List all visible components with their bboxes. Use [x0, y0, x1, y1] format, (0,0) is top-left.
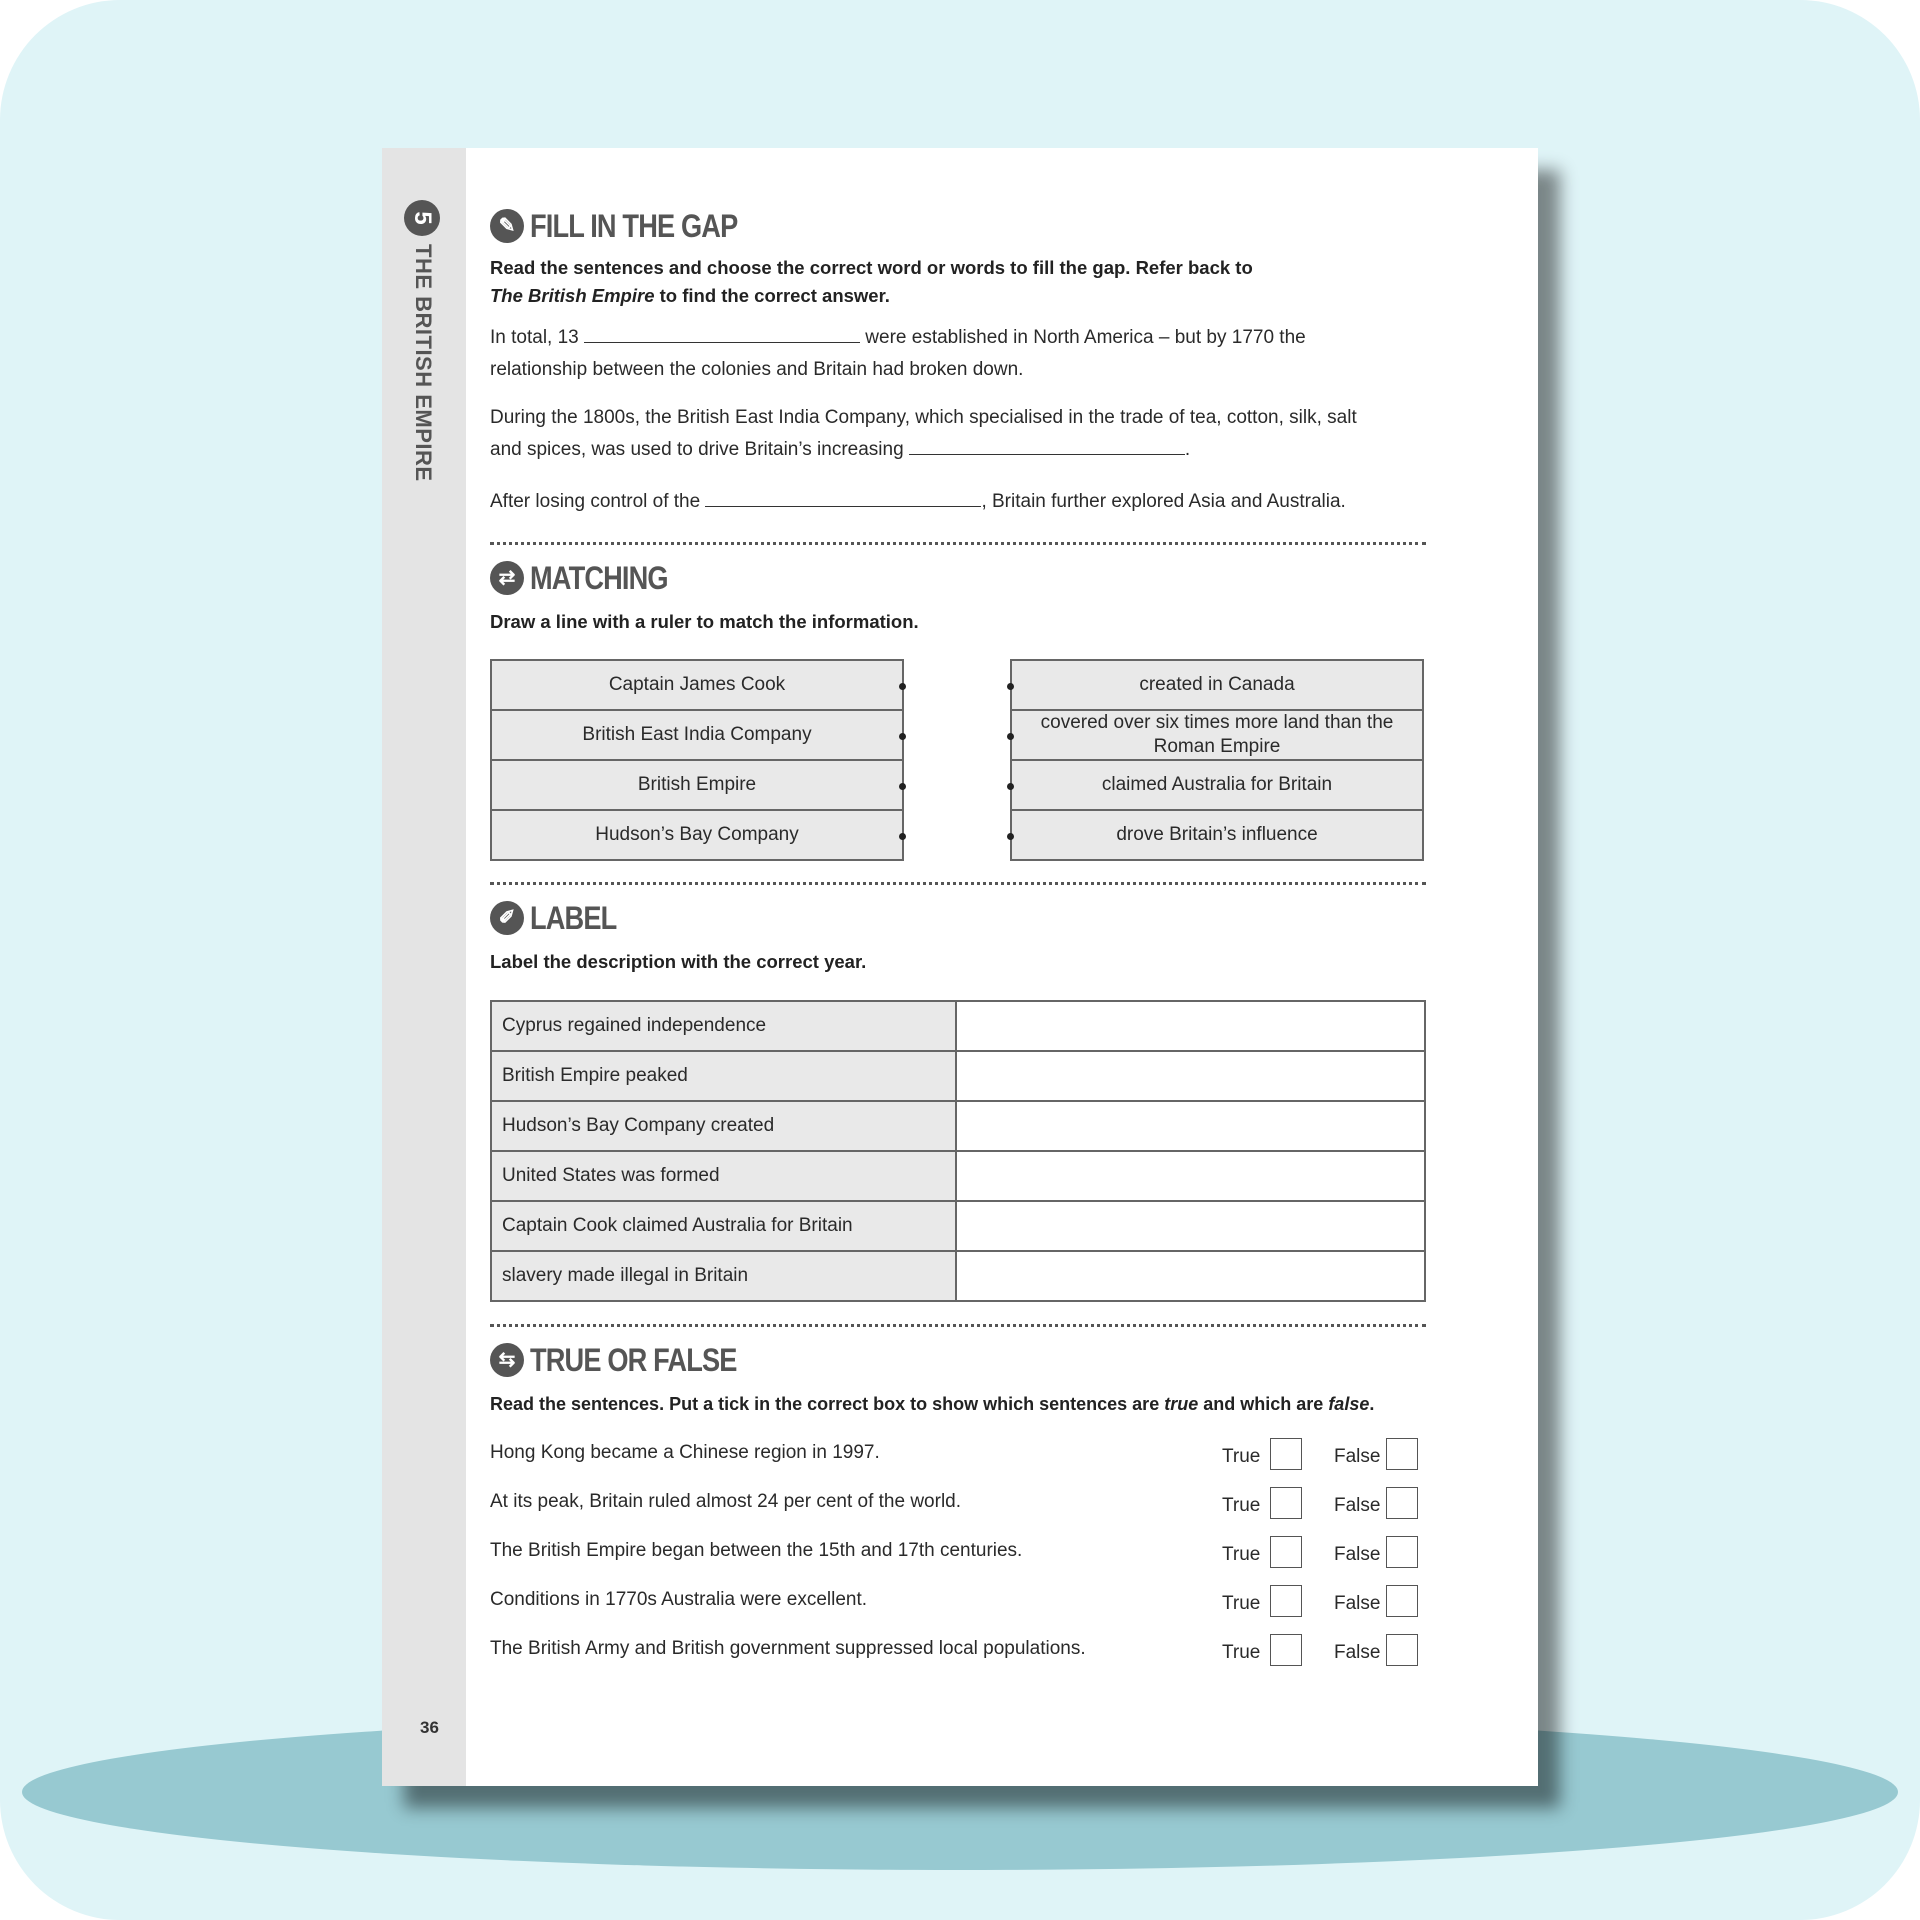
- true-checkbox[interactable]: [1270, 1487, 1302, 1519]
- true-false-row: [490, 1634, 1430, 1670]
- match-anchor-dot[interactable]: [1007, 833, 1014, 840]
- chapter-title: THE BRITISH EMPIRE: [411, 244, 436, 482]
- true-label: True: [1222, 1544, 1261, 1565]
- table-row: [492, 1252, 1424, 1300]
- true-false-row: [490, 1536, 1430, 1572]
- instruction-book-title: The British Empire: [490, 285, 655, 306]
- fill-gap-section: [490, 204, 1430, 518]
- match-anchor-dot[interactable]: [899, 833, 906, 840]
- true-label: True: [1222, 1495, 1261, 1516]
- false-checkbox[interactable]: [1386, 1536, 1418, 1568]
- matching-left-item: Hudson’s Bay Company: [595, 824, 799, 845]
- label-description: British Empire peaked: [492, 1052, 957, 1100]
- matching-section: [490, 556, 1430, 636]
- instruction-text: to find the correct answer.: [659, 285, 890, 306]
- matching-header: [490, 556, 1430, 600]
- matching-left-item: Captain James Cook: [492, 661, 902, 711]
- gap-sentence-2: [490, 402, 1430, 466]
- sentence-text: , Britain further explored Asia and Australia.: [981, 491, 1346, 512]
- false-label: False: [1334, 1544, 1381, 1565]
- true-checkbox[interactable]: [1270, 1585, 1302, 1617]
- pen-icon: ✐: [490, 901, 524, 935]
- section-title: TRUE OR FALSE: [530, 1341, 737, 1378]
- false-checkbox[interactable]: [1386, 1585, 1418, 1617]
- year-answer-cell[interactable]: [957, 1252, 1424, 1300]
- matching-instruction: Draw a line with a ruler to match the information.: [490, 611, 919, 632]
- label-header: [490, 896, 1430, 940]
- sentence-text: relationship between the colonies and Britain had broken down.: [490, 359, 1024, 380]
- instruction-text: and which are: [1203, 1394, 1324, 1414]
- gap-blank-1[interactable]: [584, 322, 860, 343]
- match-anchor-dot[interactable]: [1007, 783, 1014, 790]
- false-checkbox[interactable]: [1386, 1487, 1418, 1519]
- match-anchor-dot[interactable]: [1007, 683, 1014, 690]
- matching-right-item: claimed Australia for Britain: [1012, 761, 1422, 811]
- true-label: True: [1222, 1642, 1261, 1663]
- table-row: [492, 1052, 1424, 1102]
- match-anchor-dot[interactable]: [899, 683, 906, 690]
- label-description: slavery made illegal in Britain: [492, 1252, 957, 1300]
- matching-left-column: [490, 659, 904, 861]
- true-checkbox[interactable]: [1270, 1536, 1302, 1568]
- true-false-row: [490, 1487, 1430, 1523]
- pencil-icon: ✎: [490, 209, 524, 243]
- false-label: False: [1334, 1495, 1381, 1516]
- statement-text: The British Army and British government suppressed local populations.: [490, 1638, 1086, 1659]
- sentence-text: After losing control of the: [490, 491, 701, 512]
- instruction-text: Read the sentences and choose the correct word or words to fill the gap. Refer back to: [490, 257, 1253, 278]
- table-row: [492, 1002, 1424, 1052]
- gap-blank-3[interactable]: [705, 486, 981, 507]
- chapter-number-badge: 5: [404, 200, 440, 236]
- label-description: Hudson’s Bay Company created: [492, 1102, 957, 1150]
- matching-right-item: covered over six times more land than the Roman Empire: [1012, 711, 1422, 761]
- year-answer-cell[interactable]: [957, 1052, 1424, 1100]
- instruction-true: true: [1164, 1394, 1199, 1414]
- gap-blank-2[interactable]: [909, 434, 1185, 455]
- arrows-icon: ⇆: [490, 1343, 524, 1377]
- table-row: [492, 1202, 1424, 1252]
- gap-sentence-3: [490, 486, 1430, 518]
- page-number: 36: [420, 1718, 439, 1737]
- instruction-text: .: [1369, 1394, 1375, 1414]
- section-divider: [490, 542, 1426, 545]
- matching-right-item: created in Canada: [1012, 661, 1422, 711]
- year-answer-cell[interactable]: [957, 1002, 1424, 1050]
- matching-right-column: [1010, 659, 1424, 861]
- instruction-false: false: [1328, 1394, 1370, 1414]
- section-divider: [490, 1324, 1426, 1327]
- year-answer-cell[interactable]: [957, 1202, 1424, 1250]
- label-description: Cyprus regained independence: [492, 1002, 957, 1050]
- statement-text: Hong Kong became a Chinese region in 1997.: [490, 1442, 880, 1463]
- matching-left-item: British East India Company: [492, 711, 902, 761]
- year-answer-cell[interactable]: [957, 1102, 1424, 1150]
- sentence-text: were established in North America – but by 1770 the: [865, 327, 1306, 348]
- instruction-text: Read the sentences. Put a tick in the correct box to show which sentences are: [490, 1394, 1160, 1414]
- false-label: False: [1334, 1593, 1381, 1614]
- true-false-instruction: [490, 1390, 1430, 1418]
- table-row: [492, 1152, 1424, 1202]
- gap-sentence-1: [490, 322, 1430, 386]
- false-checkbox[interactable]: [1386, 1634, 1418, 1666]
- true-false-section: [490, 1338, 1430, 1418]
- label-instruction: Label the description with the correct year.: [490, 951, 867, 972]
- statement-text: At its peak, Britain ruled almost 24 per cent of the world.: [490, 1491, 962, 1512]
- fill-gap-instruction: [490, 254, 1430, 310]
- matching-left-item: British Empire: [492, 761, 902, 811]
- section-title: FILL IN THE GAP: [530, 207, 738, 244]
- statement-text: The British Empire began between the 15th and 17th centuries.: [490, 1540, 1023, 1561]
- label-table: [490, 1000, 1426, 1302]
- sentence-text: In total, 13: [490, 327, 579, 348]
- false-label: False: [1334, 1446, 1381, 1467]
- chapter-spine: [382, 148, 466, 1786]
- true-false-header: [490, 1338, 1430, 1382]
- true-label: True: [1222, 1593, 1261, 1614]
- true-checkbox[interactable]: [1270, 1438, 1302, 1470]
- fill-gap-header: [490, 204, 1430, 248]
- false-checkbox[interactable]: [1386, 1438, 1418, 1470]
- sentence-text: During the 1800s, the British East India Company, which specialised in the trade of tea, cotton, silk, salt: [490, 407, 1357, 428]
- match-anchor-dot[interactable]: [899, 733, 906, 740]
- label-description: Captain Cook claimed Australia for Britain: [492, 1202, 957, 1250]
- connector-icon: ⇄: [490, 561, 524, 595]
- matching-right-item: drove Britain’s influence: [1116, 824, 1318, 845]
- sentence-text: and spices, was used to drive Britain’s increasing: [490, 439, 904, 460]
- worksheet-page: [382, 148, 1538, 1786]
- false-label: False: [1334, 1642, 1381, 1663]
- table-row: [492, 1102, 1424, 1152]
- section-title: MATCHING: [530, 559, 668, 596]
- true-checkbox[interactable]: [1270, 1634, 1302, 1666]
- section-divider: [490, 882, 1426, 885]
- section-title: LABEL: [530, 899, 617, 936]
- true-label: True: [1222, 1446, 1261, 1467]
- statement-text: Conditions in 1770s Australia were excellent.: [490, 1589, 868, 1610]
- sentence-text: .: [1184, 439, 1191, 460]
- year-answer-cell[interactable]: [957, 1152, 1424, 1200]
- true-false-row: [490, 1438, 1430, 1474]
- label-description: United States was formed: [492, 1152, 957, 1200]
- match-anchor-dot[interactable]: [1007, 733, 1014, 740]
- match-anchor-dot[interactable]: [899, 783, 906, 790]
- label-section: [490, 896, 1430, 976]
- true-false-row: [490, 1585, 1430, 1621]
